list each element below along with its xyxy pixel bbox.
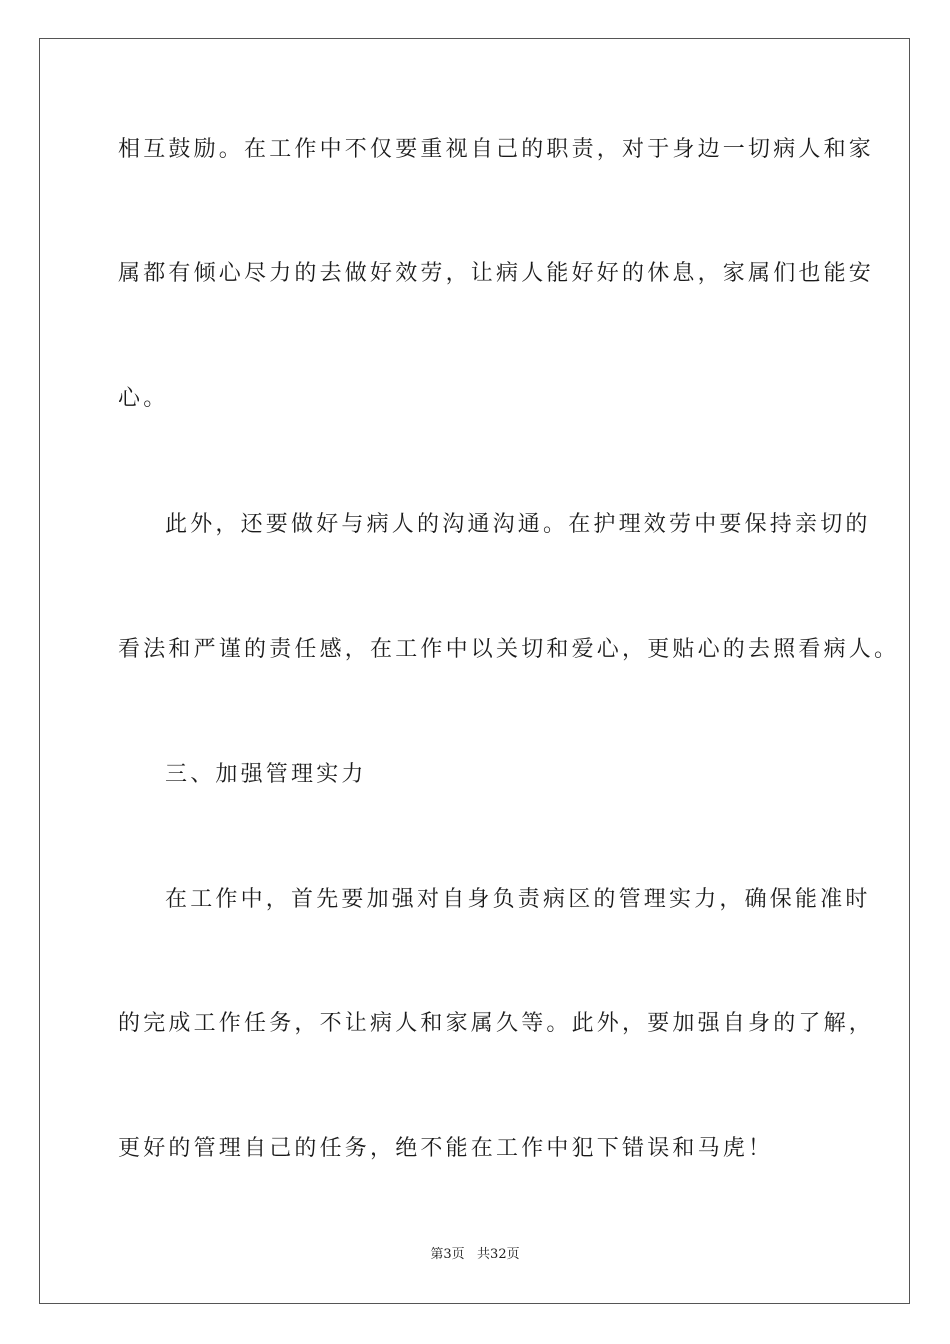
- body-text-line: 更好的管理自己的任务，绝不能在工作中犯下错误和马虎！: [118, 1136, 774, 1161]
- body-text-line: 心。: [118, 386, 169, 411]
- body-text-line: 看法和严谨的责任感，在工作中以关切和爱心，更贴心的去照看病人。: [118, 637, 900, 662]
- section-heading: 三、加强管理实力: [165, 762, 367, 787]
- page-footer: 第3页 共32页: [430, 1247, 520, 1262]
- body-text-line: 的完成工作任务，不让病人和家属久等。此外，要加强自身的了解，: [118, 1011, 875, 1036]
- paragraph-first-line: 此外，还要做好与病人的沟通沟通。在护理效劳中要保持亲切的: [165, 512, 871, 537]
- body-text-line: 属都有倾心尽力的去做好效劳，让病人能好好的休息，家属们也能安: [118, 261, 875, 286]
- paragraph-first-line: 在工作中，首先要加强对自身负责病区的管理实力，确保能准时: [165, 887, 871, 912]
- page-border: [39, 38, 910, 1304]
- body-text-line: 相互鼓励。在工作中不仅要重视自己的职责，对于身边一切病人和家: [118, 137, 875, 162]
